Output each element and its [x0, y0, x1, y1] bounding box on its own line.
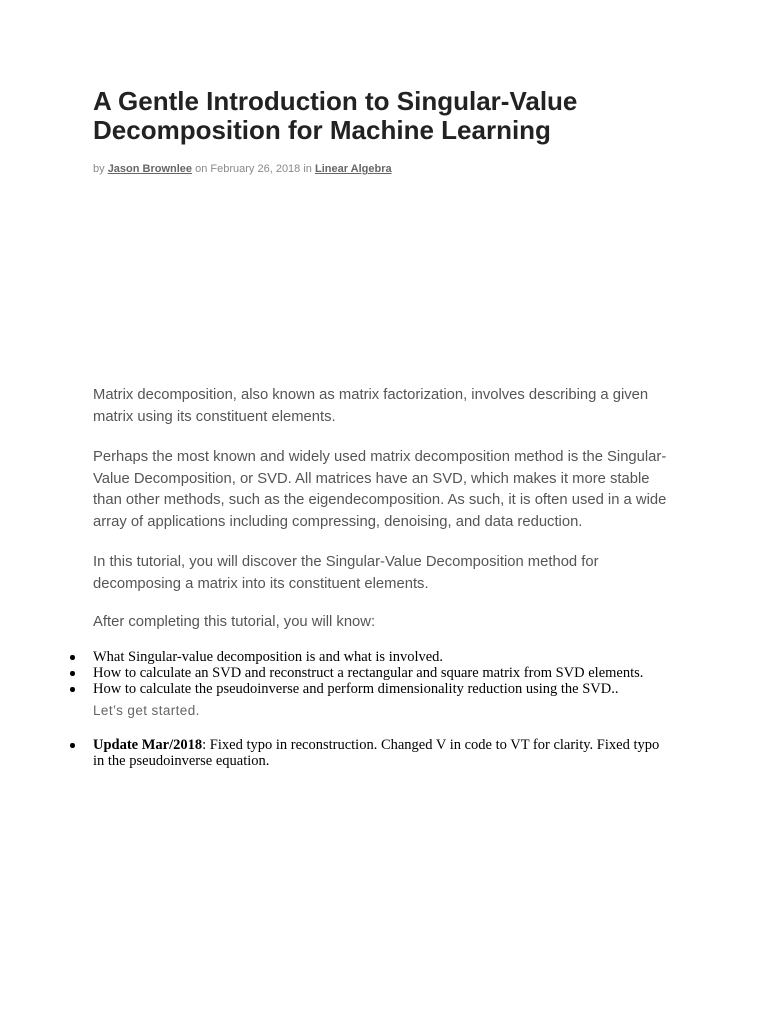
list-item	[0, 649, 768, 665]
update-note	[0, 737, 768, 769]
list-item-text: How to calculate the pseudoinverse and perform dimensionality reduction using the SVD..	[93, 681, 619, 697]
paragraph-line: matrix using its constituent elements.	[93, 408, 336, 425]
list-item-text: What Singular-value decomposition is and what is involved.	[93, 649, 444, 665]
bullet-icon	[70, 743, 75, 748]
intro-paragraph	[93, 385, 648, 428]
update-note-line	[0, 737, 768, 753]
paragraph-line: than other methods, such as the eigendecomposition. As such, it is often used in a wide	[93, 492, 667, 508]
author-link[interactable]: Jason Brownlee	[107, 163, 193, 175]
byline-prefix: by	[93, 163, 105, 175]
list-item-text: How to calculate an SVD and reconstruct a rectangular and square matrix from SVD elements.	[93, 665, 644, 681]
update-label: Update Mar/2018	[93, 737, 203, 753]
article-title-line: A Gentle Introduction to Singular-Value	[93, 86, 578, 116]
paragraph-line: Matrix decomposition, also known as matrix factorization, involves describing a given	[93, 387, 649, 403]
paragraph-line: In this tutorial, you will discover the Singular-Value Decomposition method for	[93, 554, 599, 570]
tutorial-paragraph	[93, 552, 599, 595]
learning-points-list	[0, 649, 768, 697]
paragraph-line: Perhaps the most known and widely used matrix decomposition method is the Singular-	[93, 449, 667, 465]
paragraph-line: After completing this tutorial, you will know:	[93, 614, 376, 630]
bullet-icon	[70, 687, 75, 692]
list-item	[0, 681, 768, 697]
category-link[interactable]: Linear Algebra	[314, 163, 392, 175]
get-started-text: Let’s get started.	[93, 703, 200, 718]
paragraph-line: decomposing a matrix into its constituent elements.	[93, 575, 429, 592]
update-text-line: : Fixed typo in reconstruction. Changed V in code to VT for clarity. Fixed typo	[202, 737, 660, 753]
bullet-icon	[70, 655, 75, 660]
svd-overview-paragraph	[93, 447, 666, 533]
list-item	[0, 665, 768, 681]
update-text-line: in the pseudoinverse equation.	[93, 753, 270, 769]
paragraph-line: array of applications including compressing, denoising, and data reduction.	[93, 513, 583, 530]
outcomes-intro-paragraph	[93, 612, 375, 634]
byline-date: on February 26, 2018 in	[195, 163, 312, 175]
paragraph-line: Value Decomposition, or SVD. All matrices have an SVD, which makes it more stable	[93, 470, 650, 487]
bullet-icon	[70, 671, 75, 676]
byline	[93, 162, 392, 176]
article-title	[93, 87, 577, 145]
article-title-line: Decomposition for Machine Learning	[93, 115, 551, 145]
